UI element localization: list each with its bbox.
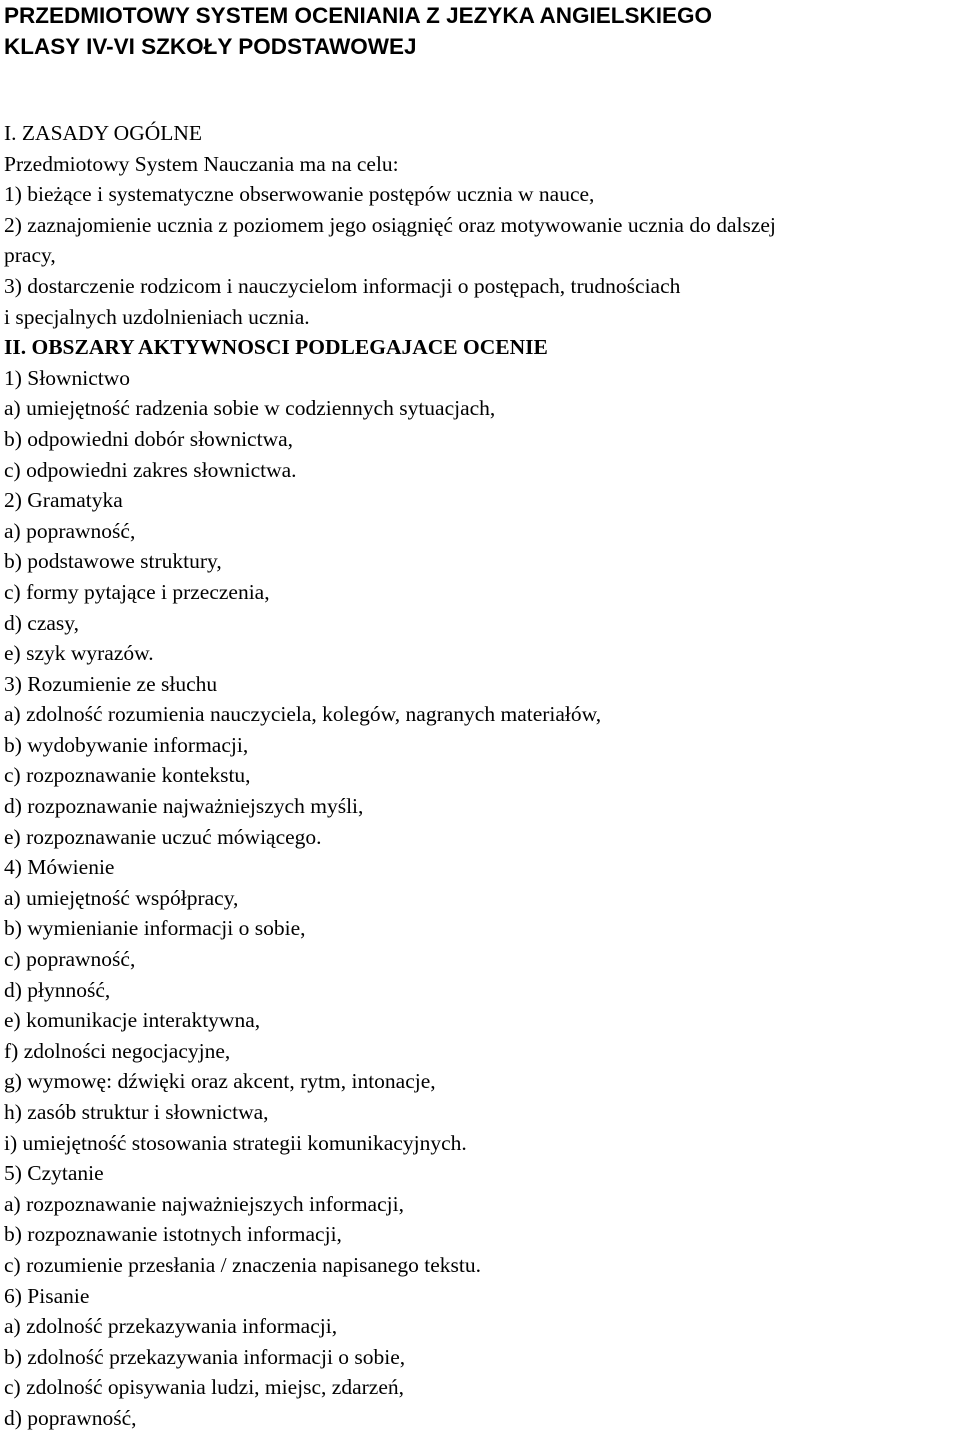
area-item: c) rozumienie przesłania / znaczenia napisanego tekstu. <box>4 1252 481 1277</box>
area-title-vocabulary: 1) Słownictwo <box>4 365 131 390</box>
area-item: b) podstawowe struktury, <box>4 549 222 574</box>
goal-line: i specjalnych uzdolnieniach ucznia. <box>4 304 310 329</box>
area-item: c) zdolność opisywania ludzi, miejsc, zdarzeń, <box>4 1375 404 1400</box>
area-item: c) poprawność, <box>4 947 136 972</box>
area-item: b) wymienianie informacji o sobie, <box>4 916 306 941</box>
goal-line: 2) zaznajomienie ucznia z poziomem jego osiągnięć oraz motywowanie ucznia do dalszej <box>4 212 776 237</box>
title-line: PRZEDMIOTOWY SYSTEM OCENIANIA Z JEZYKA ANGIELSKIEGO <box>4 3 712 28</box>
area-item: e) komunikacje interaktywna, <box>4 1008 261 1033</box>
area-item: g) wymowę: dźwięki oraz akcent, rytm, intonacje, <box>4 1069 436 1094</box>
area-item: e) rozpoznawanie uczuć mówiącego. <box>4 824 322 849</box>
area-item: i) umiejętność stosowania strategii komunikacyjnych. <box>4 1130 467 1155</box>
section-intro: Przedmiotowy System Nauczania ma na celu: <box>4 151 399 176</box>
area-item: a) zdolność przekazywania informacji, <box>4 1314 338 1339</box>
area-item: a) umiejętność współpracy, <box>4 885 239 910</box>
goal-line: pracy, <box>4 243 56 268</box>
area-item: a) rozpoznawanie najważniejszych informacji, <box>4 1191 404 1216</box>
area-item: c) odpowiedni zakres słownictwa. <box>4 457 297 482</box>
area-item: h) zasób struktur i słownictwa, <box>4 1100 269 1124</box>
goal-line: 1) bieżące i systematyczne obserwowanie postępów ucznia w nauce, <box>4 182 595 207</box>
area-item: d) poprawność, <box>4 1405 137 1430</box>
area-item: d) czasy, <box>4 610 80 635</box>
area-item: d) rozpoznawanie najważniejszych myśli, <box>4 794 364 819</box>
area-item: b) odpowiedni dobór słownictwa, <box>4 426 294 451</box>
section-heading-assessment-areas: II. OBSZARY AKTYWNOSCI PODLEGAJACE OCENIE <box>4 335 548 360</box>
document-title <box>4 0 712 62</box>
goal-line: 3) dostarczenie rodzicom i nauczycielom informacji o postępach, trudnościach <box>4 273 681 298</box>
area-title-grammar: 2) Gramatyka <box>4 488 123 513</box>
area-item: f) zdolności negocjacyjne, <box>4 1038 231 1063</box>
area-item: c) rozpoznawanie kontekstu, <box>4 763 251 788</box>
document-body <box>4 118 956 1434</box>
area-item: e) szyk wyrazów. <box>4 641 154 666</box>
area-title-writing: 6) Pisanie <box>4 1283 90 1308</box>
area-item: a) umiejętność radzenia sobie w codziennych sytuacjach, <box>4 396 496 421</box>
section-heading-general-rules: I. ZASADY OGÓLNE <box>4 121 203 145</box>
area-title-reading: 5) Czytanie <box>4 1161 104 1186</box>
area-item: c) formy pytające i przeczenia, <box>4 579 270 604</box>
area-title-speaking: 4) Mówienie <box>4 855 115 880</box>
area-item: b) zdolność przekazywania informacji o sobie, <box>4 1344 406 1369</box>
area-item: d) płynność, <box>4 977 111 1002</box>
title-line: KLASY IV-VI SZKOŁY PODSTAWOWEJ <box>4 34 417 59</box>
area-item: a) poprawność, <box>4 518 136 543</box>
area-item: b) rozpoznawanie istotnych informacji, <box>4 1222 342 1247</box>
area-item: b) wydobywanie informacji, <box>4 732 249 757</box>
area-item: a) zdolność rozumienia nauczyciela, kolegów, nagranych materiałów, <box>4 702 602 727</box>
area-title-listening: 3) Rozumienie ze słuchu <box>4 671 218 696</box>
